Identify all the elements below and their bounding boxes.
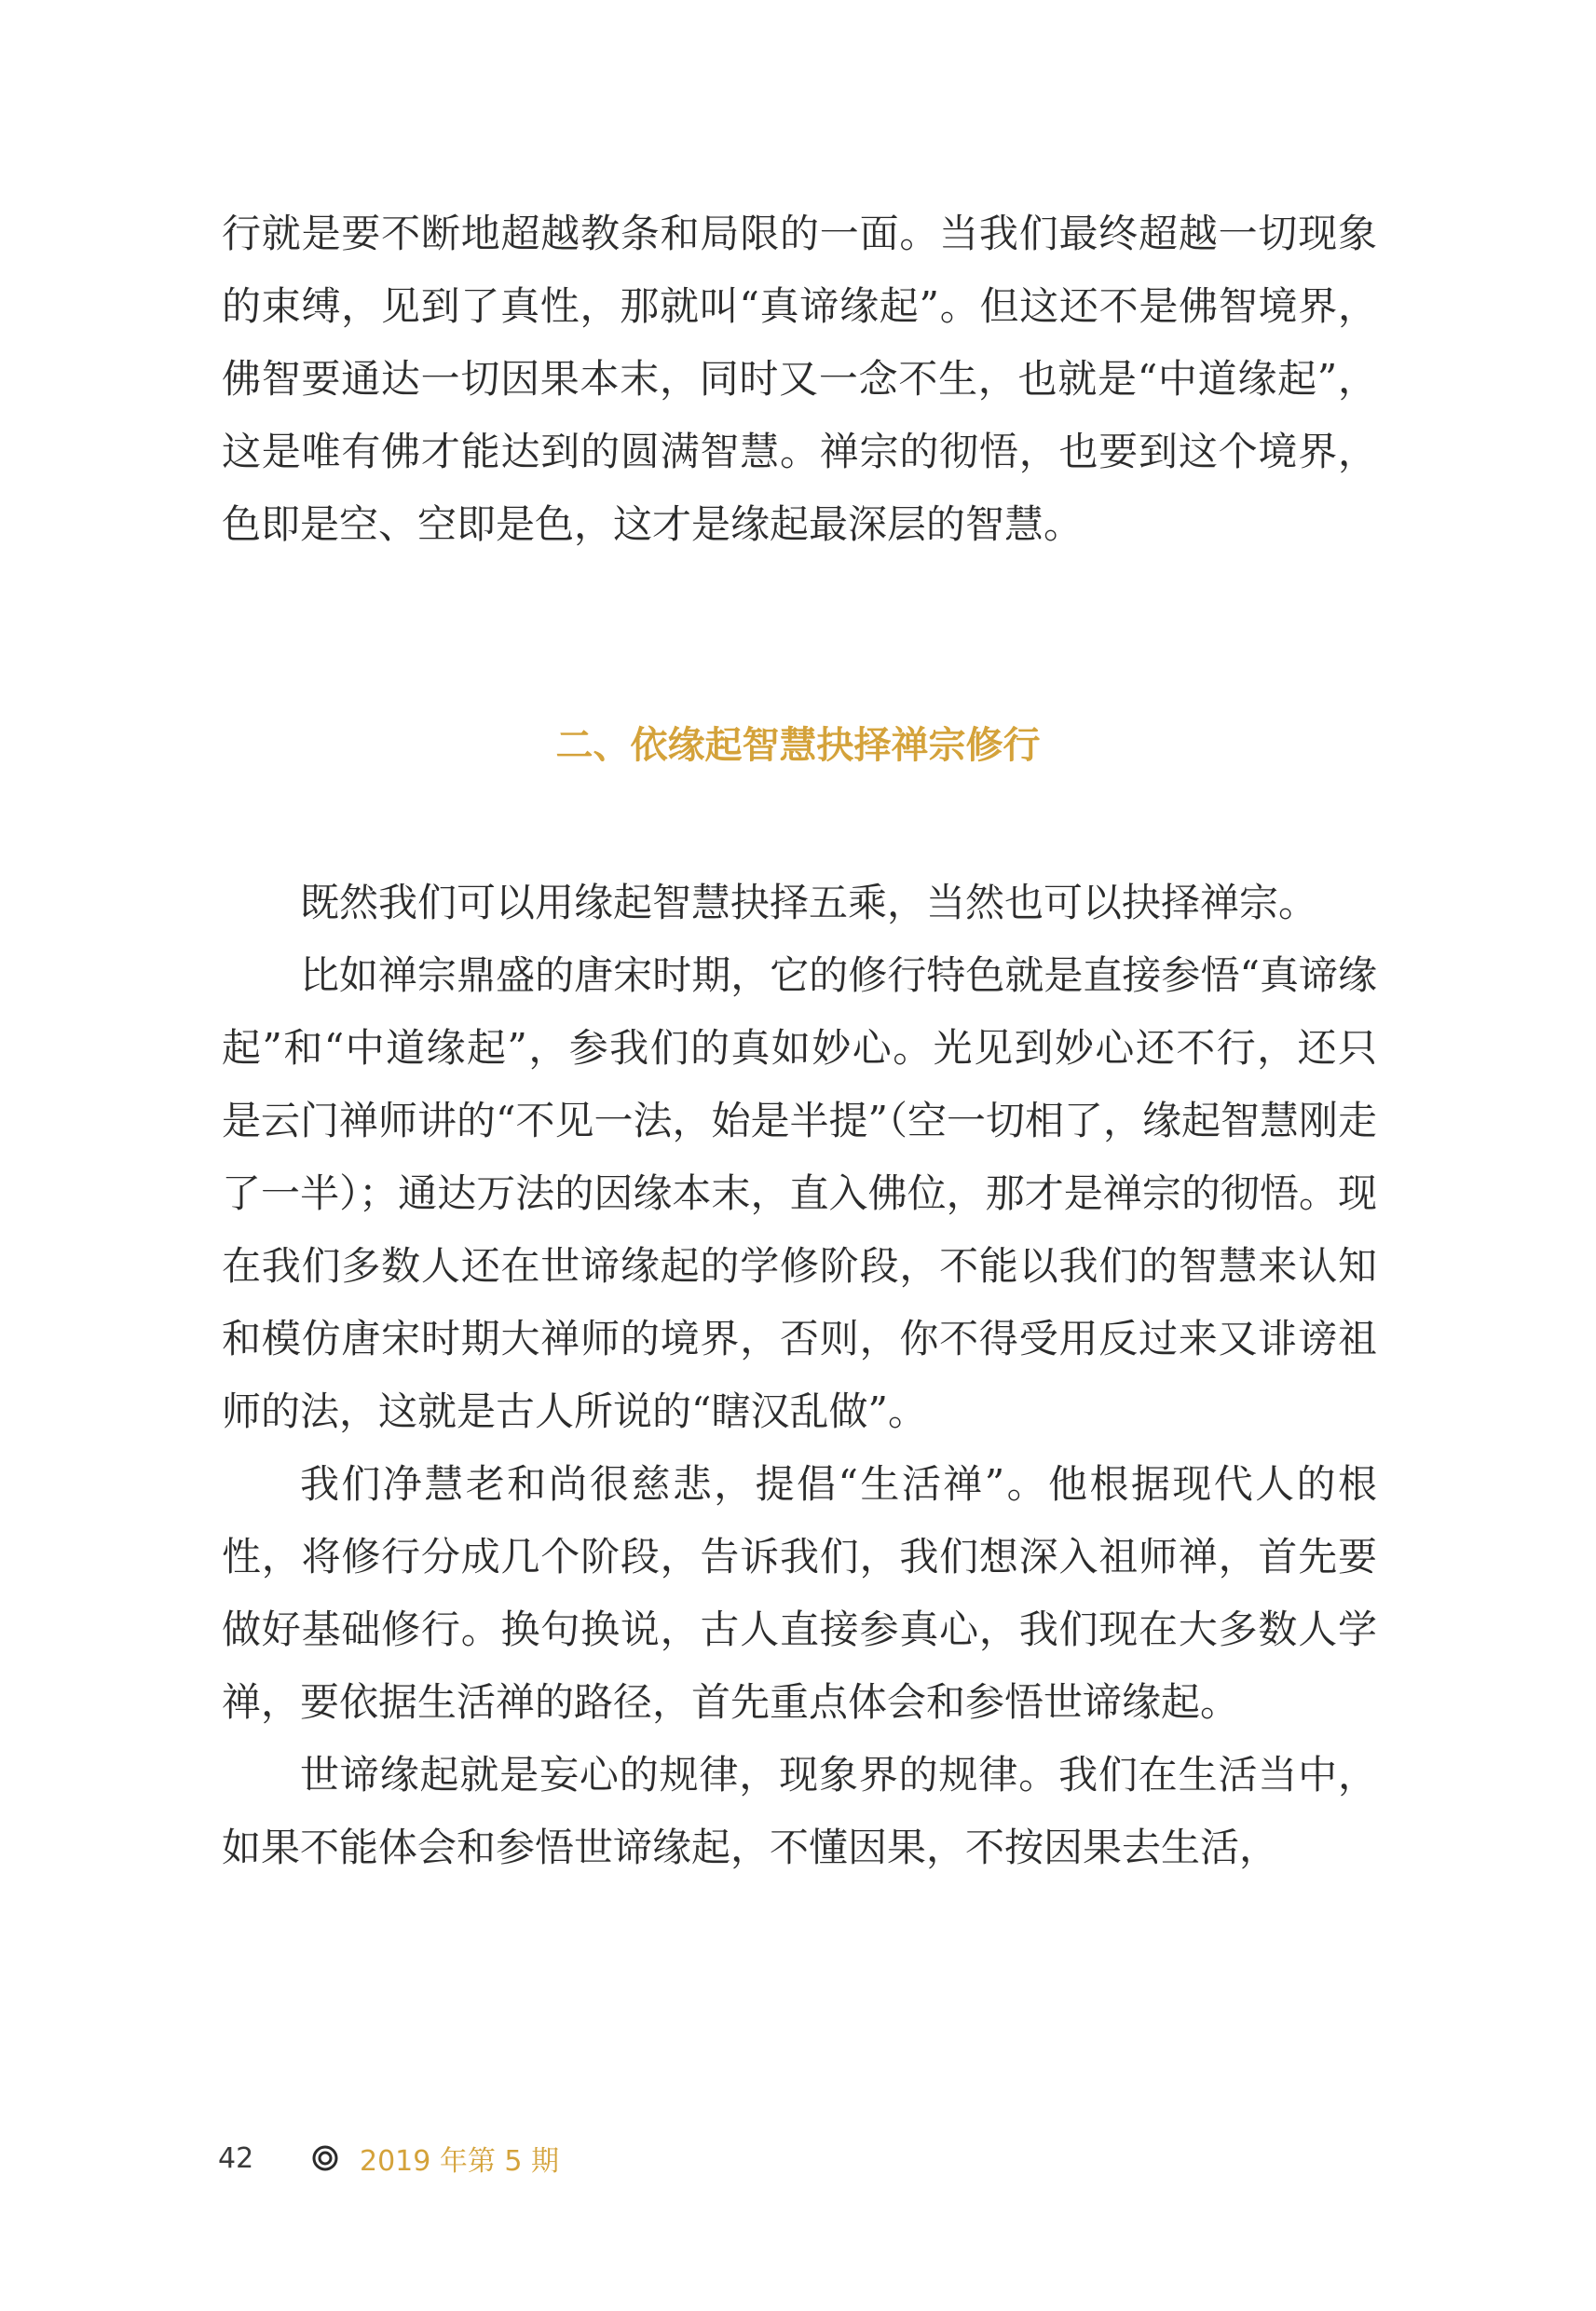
body-text-bottom [222, 867, 1377, 1884]
section-heading: 二、依缘起智慧抉择禅宗修行 [555, 724, 1041, 767]
paragraph-2: 比如禅宗鼎盛的唐宋时期，它的修行特色就是直接参悟“真谛缘起”和“中道缘起”，参我们的真如妙心。光见到妙心还不行，还只是云门禅师讲的“不见一法，始是半提”（空一切相了，缘起智慧刚走了一半）；通达万法的因缘本末，直入佛位，那才是禅宗的彻悟。现在我们多数人还在世谛缘起的学修阶段，不能以我们的智慧来认知和模仿唐宋时期大禅师的境界，否则，你不得受用反过来又诽谤祖师的法，这就是古人所说的“瞎汉乱做”。 [222, 952, 1377, 1434]
page-number: 42 [218, 2141, 254, 2175]
paragraph-4: 世谛缘起就是妄心的规律，现象界的规律。我们在生活当中，如果不能体会和参悟世谛缘起，不懂因果，不按因果去生活， [222, 1752, 1377, 1870]
page-footer [218, 2136, 559, 2181]
paragraph-continued: 行就是要不断地超越教条和局限的一面。当我们最终超越一切现象的束缚，见到了真性，那就叫“真谛缘起”。但这还不是佛智境界，佛智要通达一切因果本末，同时又一念不生，也就是“中道缘起”，这是唯有佛才能达到的圆满智慧。禅宗的彻悟，也要到这个境界，色即是空、空即是色，这才是缘起最深层的智慧。 [222, 211, 1377, 547]
body-text-top [222, 198, 1377, 561]
paragraph-1: 既然我们可以用缘起智慧抉择五乘，当然也可以抉择禅宗。 [300, 880, 1318, 925]
issue-label: 2019 年第 5 期 [360, 2145, 560, 2178]
paragraph-3: 我们净慧老和尚很慈悲，提倡“生活禅”。他根据现代人的根性，将修行分成几个阶段，告诉我们，我们想深入祖师禅，首先要做好基础修行。换句换说，古人直接参真心，我们现在大多数人学禅，要依据生活禅的路径，首先重点体会和参悟世谛缘起。 [222, 1461, 1377, 1725]
double-circle-icon [311, 2144, 339, 2172]
